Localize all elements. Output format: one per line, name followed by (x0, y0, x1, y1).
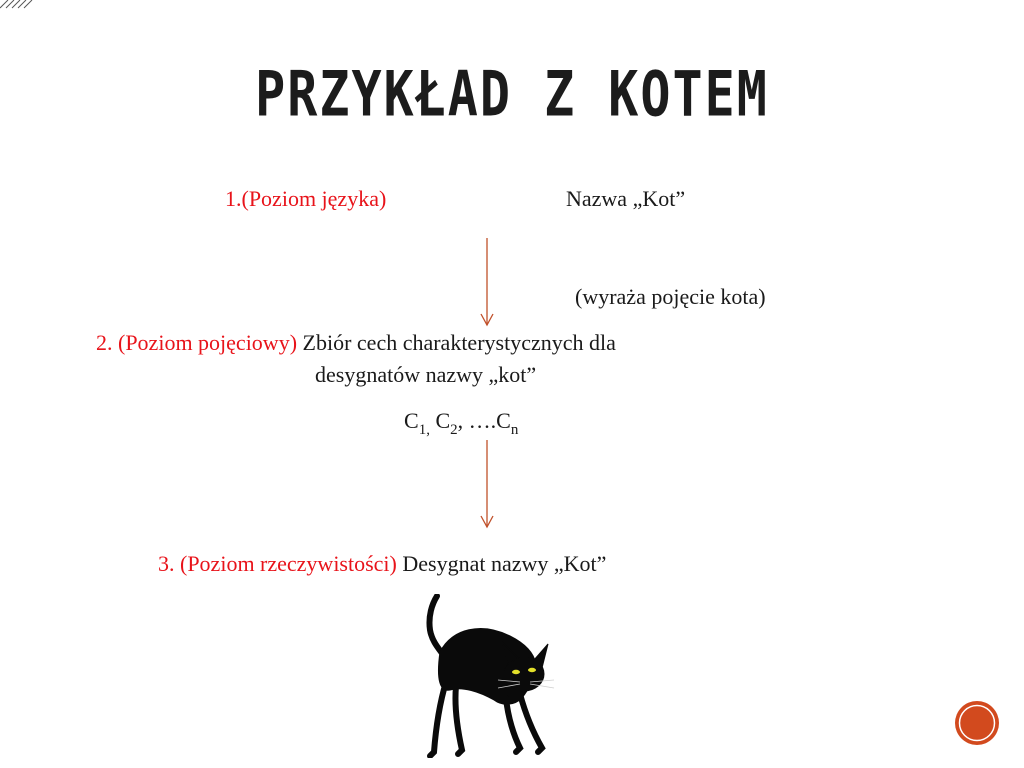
corner-decoration (0, 0, 1024, 10)
level2-label: 2. (Poziom pojęciowy) (96, 330, 298, 355)
formula-c2: C (435, 408, 451, 433)
level3-text: Desygnat nazwy „Kot” (396, 551, 607, 576)
level1-name: Nazwa „Kot” (566, 186, 686, 211)
slide-title: PRZYKŁAD Z KOTEM (255, 58, 769, 131)
level1-label (225, 186, 386, 212)
level2-text-line2: desygnatów nazwy „kot” (315, 362, 537, 387)
level3-line (158, 551, 606, 577)
formula-sub2: 2 (450, 422, 458, 438)
concept-note: (wyraża pojęcie kota) (575, 284, 766, 309)
formula-subn: n (510, 422, 519, 438)
formula-c1: C (404, 408, 419, 433)
formula-sub1: 1, (418, 422, 430, 438)
level2-text-line1: Zbiór cech charakterystycznych dla (297, 330, 616, 355)
feature-formula (404, 408, 519, 438)
next-slide-button[interactable] (953, 699, 1001, 747)
level1-label-text: 1.(Poziom języka) (225, 186, 387, 211)
level2-line1 (96, 330, 616, 356)
formula-mid: , ….C (457, 408, 511, 433)
level3-label: 3. (Poziom rzeczywistości) (158, 551, 397, 576)
cat-icon (410, 594, 560, 758)
